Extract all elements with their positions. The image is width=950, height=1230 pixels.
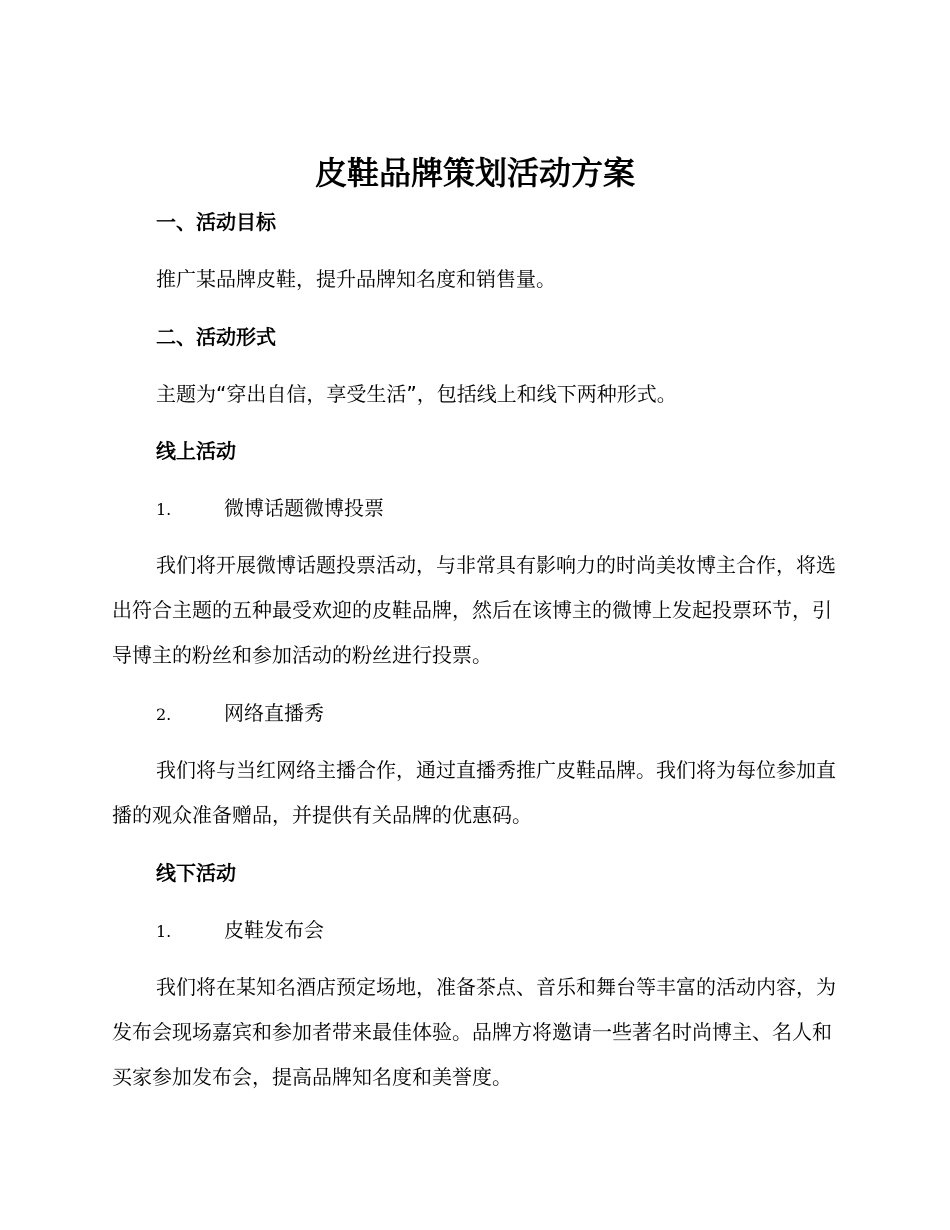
list-item-title: 皮鞋发布会 [224, 918, 324, 942]
subsection-heading-online: 线上活动 [156, 439, 236, 463]
section-text-goal: 推广某品牌皮鞋，提升品牌知名度和销售量。 [156, 267, 556, 291]
list-number: 1. [156, 922, 172, 941]
list-item-title: 微博话题微博投票 [224, 496, 384, 520]
paragraph-offline-1: 我们将在某知名酒店预定场地，准备茶点、音乐和舞台等丰富的活动内容，为发布会现场嘉宾和参加者带来最佳体验。品牌方将邀请一些著名时尚博主、名人和买家参加发布会，提高品牌知名度和美誉度。 [112, 975, 836, 1089]
list-number: 2. [156, 705, 172, 724]
list-item-title: 网络直播秀 [224, 701, 324, 725]
document-title: 皮鞋品牌策划活动方案 [314, 154, 635, 192]
section-heading-format: 二、活动形式 [156, 325, 276, 349]
paragraph-online-1: 我们将开展微博话题投票活动，与非常具有影响力的时尚美妆博主合作，将选出符合主题的五种最受欢迎的皮鞋品牌，然后在该博主的微博上发起投票环节，引导博主的粉丝和参加活动的粉丝进行投票。 [112, 553, 836, 667]
list-item-offline-1 [156, 915, 324, 947]
section-text-format: 主题为“穿出自信，享受生活”，包括线上和线下两种形式。 [156, 382, 677, 406]
list-item-online-2 [156, 698, 324, 730]
list-number: 1. [156, 500, 172, 519]
subsection-heading-offline: 线下活动 [156, 861, 236, 885]
section-heading-goal: 一、活动目标 [156, 210, 276, 234]
paragraph-online-2: 我们将与当红网络主播合作，通过直播秀推广皮鞋品牌。我们将为每位参加直播的观众准备赠品，并提供有关品牌的优惠码。 [112, 758, 836, 827]
list-item-online-1 [156, 493, 384, 525]
